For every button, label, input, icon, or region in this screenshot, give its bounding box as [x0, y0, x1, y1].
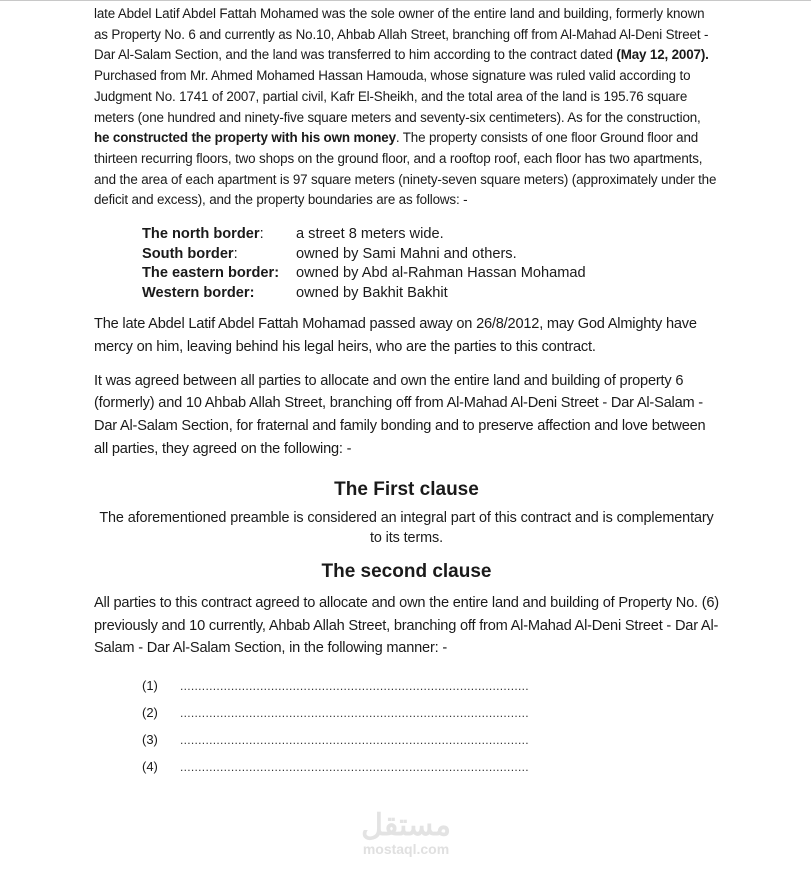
intro-text-3: . The property consists of one floor Ground floor and thirteen recurring floors, two shops on the ground floor, and a rooftop roof, each floor has two apartments, and the area of each apartment is 97 square meters (ninety-seven square meters) (approximately under the deficit and excess), and the property boundaries are as follows: - — [94, 130, 717, 208]
list-item — [142, 672, 719, 699]
border-row-west — [142, 284, 719, 304]
first-clause-text: The aforementioned preamble is considered an integral part of this contract and is complementary to its terms. — [99, 509, 714, 547]
intro-paragraph — [94, 4, 719, 211]
mostaql-watermark — [354, 810, 458, 856]
allocation-list — [142, 672, 719, 780]
death-paragraph: The late Abdel Latif Abdel Fattah Mohamad passed away on 26/8/2012, may God Almighty have mercy on him, leaving behind his legal heirs, who are the parties to this contract. — [94, 316, 697, 355]
intro-text-2: Purchased from Mr. Ahmed Mohamed Hassan Hamouda, whose signature was ruled valid according to Judgment No. 1741 of 2007, partial civil, Kafr El-Sheikh, and the total area of the land is 195.76 square meters (one hundred and ninety-five square meters and seventy-six centimeters). As for the construction, — [94, 68, 701, 125]
border-value: owned by Sami Mahni and others. — [296, 245, 517, 262]
item-number: (1) — [142, 678, 158, 694]
border-value: a street 8 meters wide. — [296, 226, 444, 243]
construction-statement: he constructed the property with his own money — [94, 130, 396, 146]
first-clause-heading: The First clause — [334, 478, 479, 500]
list-item — [142, 699, 719, 726]
top-border-line — [0, 0, 811, 1]
list-item — [142, 753, 719, 780]
contract-date: (May 12, 2007). — [616, 47, 709, 63]
watermark-arabic: مستقل — [361, 809, 451, 842]
fill-in-blank: ................................................................................................ — [180, 732, 529, 747]
border-value: owned by Bakhit Bakhit — [296, 284, 448, 301]
second-clause-heading: The second clause — [321, 560, 492, 582]
item-number: (4) — [142, 759, 158, 775]
second-clause-text: All parties to this contract agreed to allocate and own the entire land and building of Property No. (6) previously and 10 currently, Ahbab Allah Street, branching off from Al-Mahad Al-Deni Street - Dar Al-Salam - Dar Al-Salam Section, in the following manner: - — [94, 594, 719, 657]
border-row-east — [142, 264, 719, 284]
property-borders — [142, 225, 719, 303]
agreement-paragraph: It was agreed between all parties to allocate and own the entire land and building of property 6 (formerly) and 10 Ahbab Allah Street, branching off from Al-Mahad Al-Deni Street - Dar Al-Salam - Dar Al-Salam Section, for fraternal and family bonding and to preserve affection and love between all parties, they agreed on the following: - — [94, 372, 706, 458]
document-page — [94, 4, 719, 780]
border-value: owned by Abd al-Rahman Hassan Mohamad — [296, 265, 586, 282]
fill-in-blank: ................................................................................................ — [180, 678, 529, 693]
border-row-north: The north border: a street 8 meters wide. — [142, 225, 719, 245]
fill-in-blank: ................................................................................................ — [180, 705, 529, 720]
item-number: (2) — [142, 705, 158, 721]
item-number: (3) — [142, 732, 158, 748]
border-label: Western border: — [142, 284, 255, 301]
border-label: The north border — [142, 226, 260, 243]
border-row-south: South border: owned by Sami Mahni and others. — [142, 245, 719, 265]
border-label: South border — [142, 245, 234, 262]
border-label: The eastern border: — [142, 265, 280, 282]
fill-in-blank: ................................................................................................ — [180, 759, 529, 774]
watermark-latin: mostaql.com — [362, 841, 450, 857]
intro-text-1: late Abdel Latif Abdel Fattah Mohamed was the sole owner of the entire land and building, formerly known as Property No. 6 and currently as No.10, Ahbab Allah Street, branching off from Al-Mahad Al-Deni Street - Dar Al-Salam Section, and the land was transferred to him according to the contract dated — [94, 6, 709, 63]
list-item — [142, 726, 719, 753]
